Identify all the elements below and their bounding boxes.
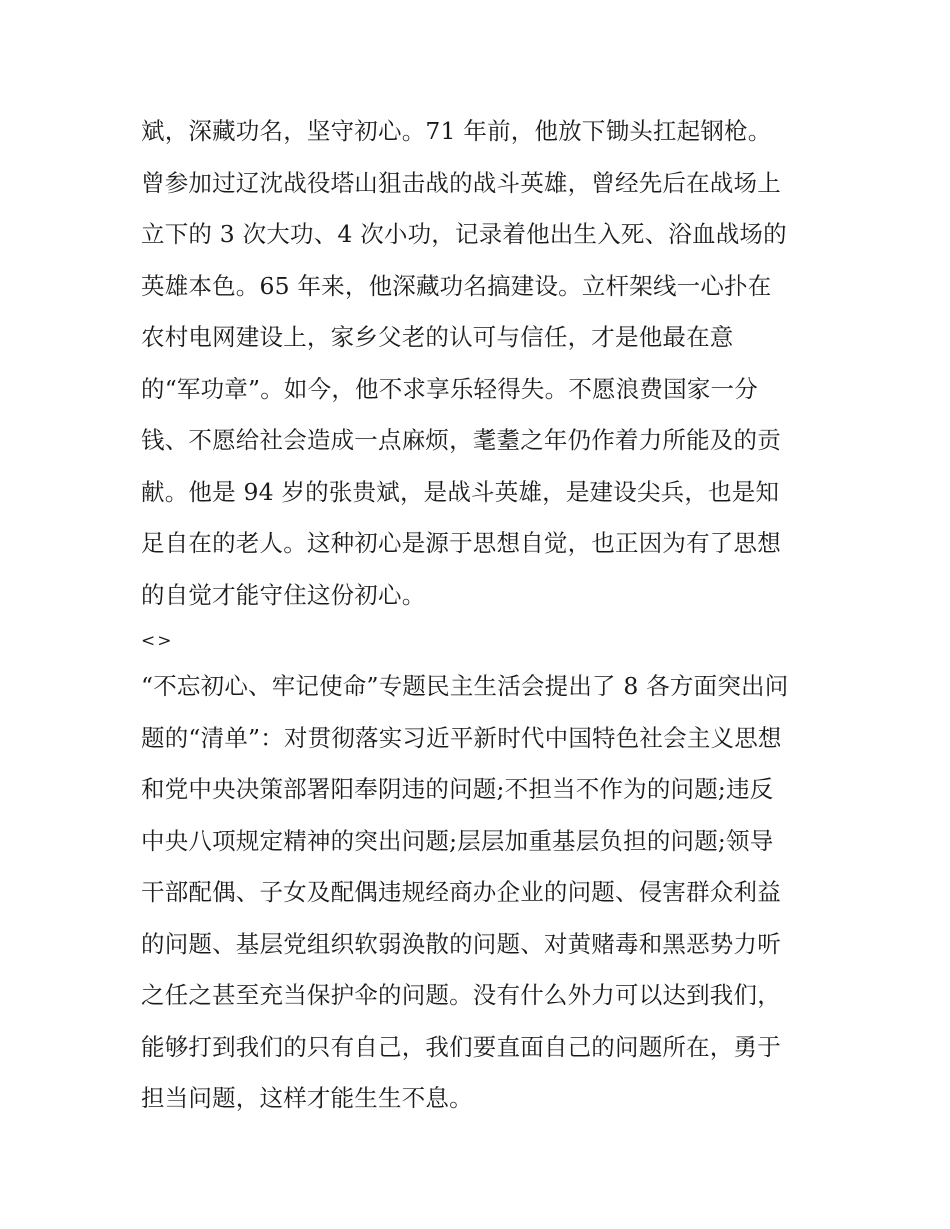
text-line: 英雄本色。65 年来，他深藏功名搞建设。立杆架线一心扑在	[141, 271, 772, 300]
document-body	[141, 106, 821, 1125]
text-line: 钱、不愿给社会造成一点麻烦，耄耋之年仍作着力所能及的贡	[141, 426, 781, 454]
text-line: 献。他是 94 岁的张贵斌，是战斗英雄，是建设尖兵，也是知	[141, 477, 780, 506]
section-marker: <>	[141, 631, 174, 651]
text-line: 足自在的老人。这种初心是源于思想自觉，也正因为有了思想	[141, 529, 781, 557]
text-line: 题的“清单”：对贯彻落实习近平新时代中国特色社会主义思想	[141, 723, 782, 752]
text-line: 和党中央决策部署阳奉阴违的问题;不担当不作为的问题;违反	[141, 775, 774, 803]
paragraph-1	[141, 106, 821, 621]
paragraph-2	[141, 661, 821, 1125]
text-line: 曾参加过辽沈战役塔山狙击战的战斗英雄，曾经先后在战场上	[141, 168, 781, 197]
text-line: 中央八项规定精神的突出问题;层层加重基层负担的问题;领导	[141, 826, 774, 855]
text-line: 干部配偶、子女及配偶违规经商办企业的问题、侵害群众利益	[141, 878, 781, 906]
text-line: 斌，深藏功名，坚守初心。71 年前，他放下锄头扛起钢枪。	[141, 117, 772, 145]
text-line: 担当问题，这样才能生生不息。	[141, 1084, 473, 1112]
text-line: 的自觉才能守住这份初心。	[141, 580, 426, 609]
text-line: 的“军功章”。如今，他不求享乐轻得失。不愿浪费国家一分	[141, 374, 758, 403]
text-line: 之任之甚至充当保护伞的问题。没有什么外力可以达到我们，	[141, 981, 781, 1009]
text-line: “不忘初心、牢记使命”专题民主生活会提出了 8 各方面突出问	[141, 672, 789, 700]
text-line: 农村电网建设上，家乡父老的认可与信任，才是他最在意	[141, 323, 734, 351]
text-line: 能够打到我们的只有自己，我们要直面自己的问题所在，勇于	[141, 1032, 781, 1061]
text-line: 的问题、基层党组织软弱涣散的问题、对黄赌毒和黑恶势力听	[141, 929, 781, 958]
text-line: 立下的 3 次大功、4 次小功，记录着他出生入死、浴血战场的	[141, 220, 787, 248]
